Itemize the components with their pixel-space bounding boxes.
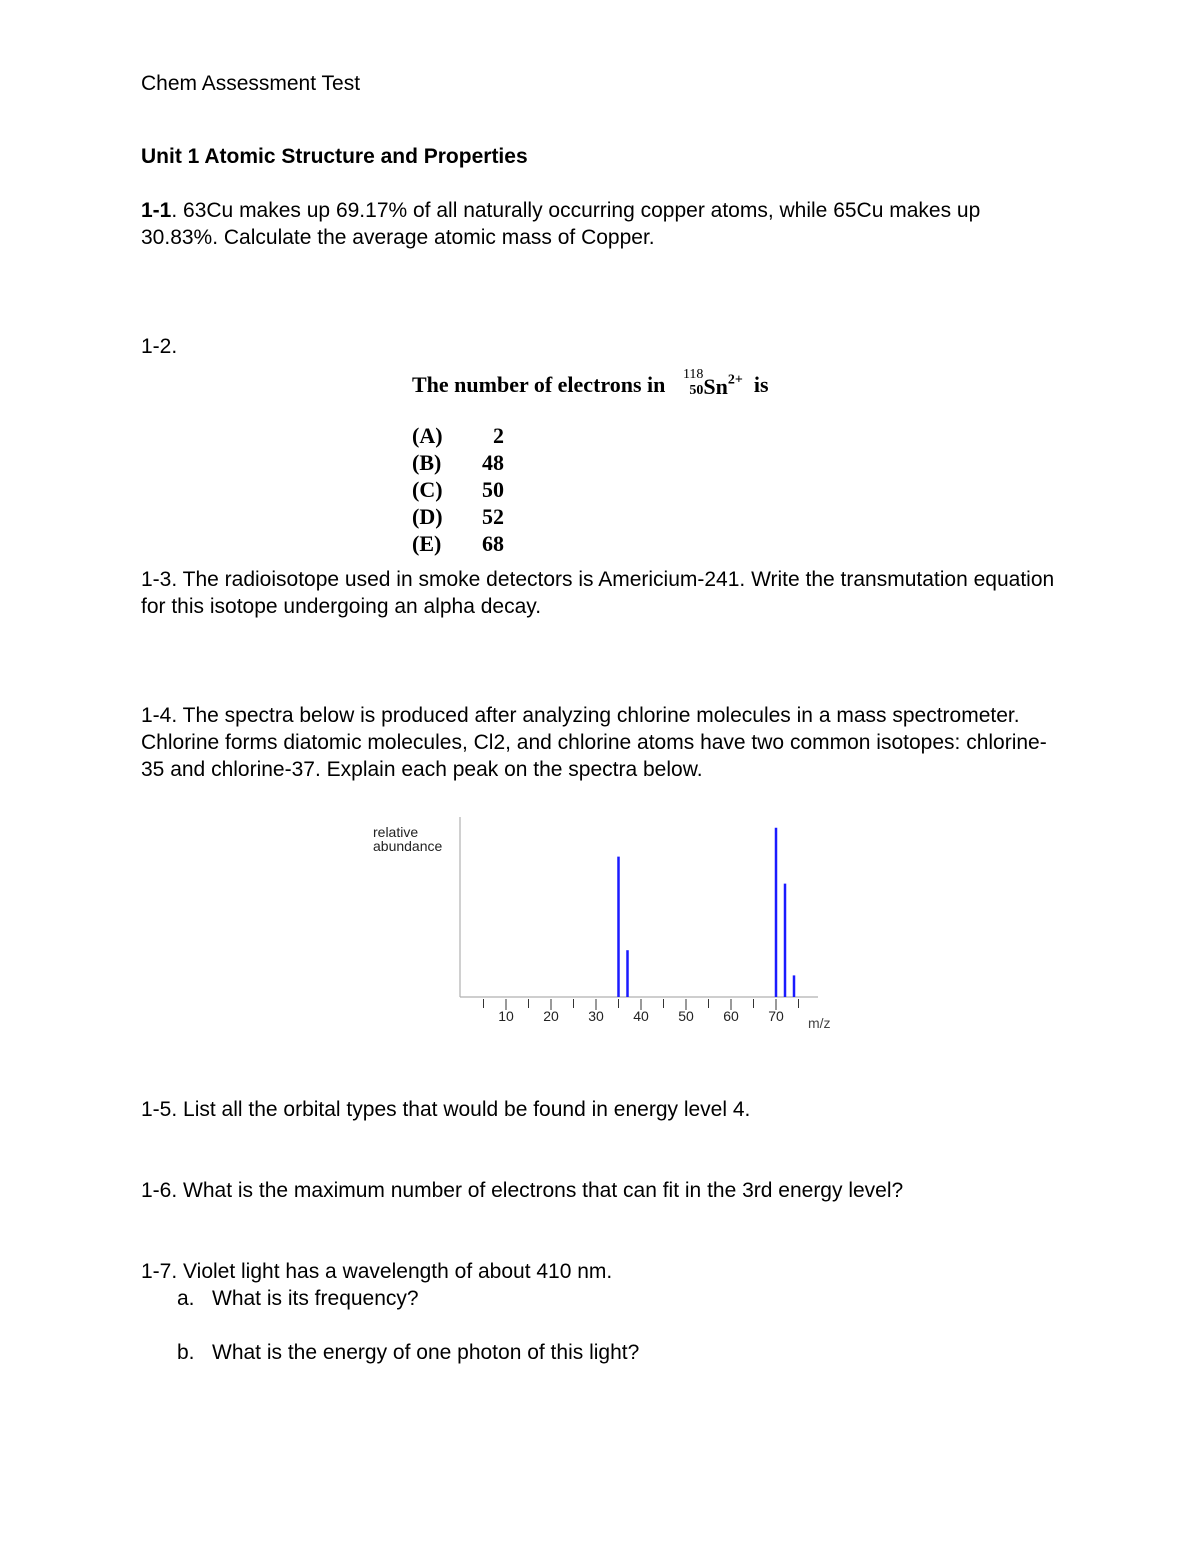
choice-letter: (D) [412,504,443,529]
atomic-number: 50 [689,383,704,398]
stem-prefix: The number of electrons in [412,372,666,398]
choice-value: 52 [482,504,504,529]
question-1-5: 1-5. List all the orbital types that would be found in energy level 4. [141,1098,751,1121]
y-axis-label-line-2: abundance [373,838,443,854]
mass-spectrum-chart [360,812,840,1037]
stem-suffix: is [753,372,769,398]
question-1-7: 1-7. Violet light has a wavelength of about 410 nm. [141,1260,613,1283]
answer-choice [412,476,769,503]
y-axis-label-line-1: relative [373,824,419,840]
x-axis-ticks [484,999,799,1024]
choice-value: 68 [482,531,504,556]
question-1-2-label: 1-2. [141,335,178,358]
choice-value: 48 [482,450,504,475]
question-1-1-text: . 63Cu makes up 69.17% of all naturally occurring copper atoms, while 65Cu makes up 30.83%. Calculate the average atomic mass of Copper. [141,199,981,249]
ion-charge: 2+ [727,372,743,388]
x-tick-label: 20 [543,1008,559,1024]
answer-choices [412,422,769,557]
part-text: What is its frequency? [212,1287,419,1310]
x-tick-label: 60 [723,1008,739,1024]
choice-letter: (C) [412,477,443,502]
spectrum-peaks [619,828,795,997]
nuclide-symbol [673,367,704,404]
question-1-2-figure [412,367,769,557]
question-1-2-stem [412,367,769,404]
question-1-3: 1-3. The radioisotope used in smoke detectors is Americium-241. Write the transmutation equation for this isotope undergoing an alpha decay. [141,568,1055,618]
question-1-1 [141,197,1061,251]
x-tick-label: 30 [588,1008,604,1024]
unit-heading: Unit 1 Atomic Structure and Properties [141,145,528,168]
x-tick-label: 10 [498,1008,514,1024]
choice-value: 2 [493,423,504,448]
answer-choice [412,449,769,476]
part-marker: a. [177,1287,195,1310]
x-tick-label: 40 [633,1008,649,1024]
element-symbol: Sn [703,374,728,399]
answer-choice [412,530,769,557]
document-title: Chem Assessment Test [141,72,361,95]
choice-value: 50 [482,477,504,502]
answer-choice [412,503,769,530]
question-1-4: 1-4. The spectra below is produced after analyzing chlorine molecules in a mass spectrometer. Chlorine forms diatomic molecules, Cl2, and chlorine atoms have two common isotopes: chlorine-35 and chlorine-37. Explain each peak on the spectra below. [141,704,1047,781]
question-1-6: 1-6. What is the maximum number of electrons that can fit in the 3rd energy level? [141,1179,904,1202]
choice-letter: (E) [412,531,442,556]
part-text: What is the energy of one photon of this light? [212,1341,640,1364]
choice-letter: (A) [412,423,443,448]
choice-letter: (B) [412,450,442,475]
mass-number: 118 [682,367,704,382]
x-tick-label: 70 [768,1008,784,1024]
x-axis-label: m/z [808,1015,831,1031]
question-1-1-number: 1-1 [141,199,172,222]
x-tick-label: 50 [678,1008,694,1024]
answer-choice [412,422,769,449]
part-marker: b. [177,1341,195,1364]
